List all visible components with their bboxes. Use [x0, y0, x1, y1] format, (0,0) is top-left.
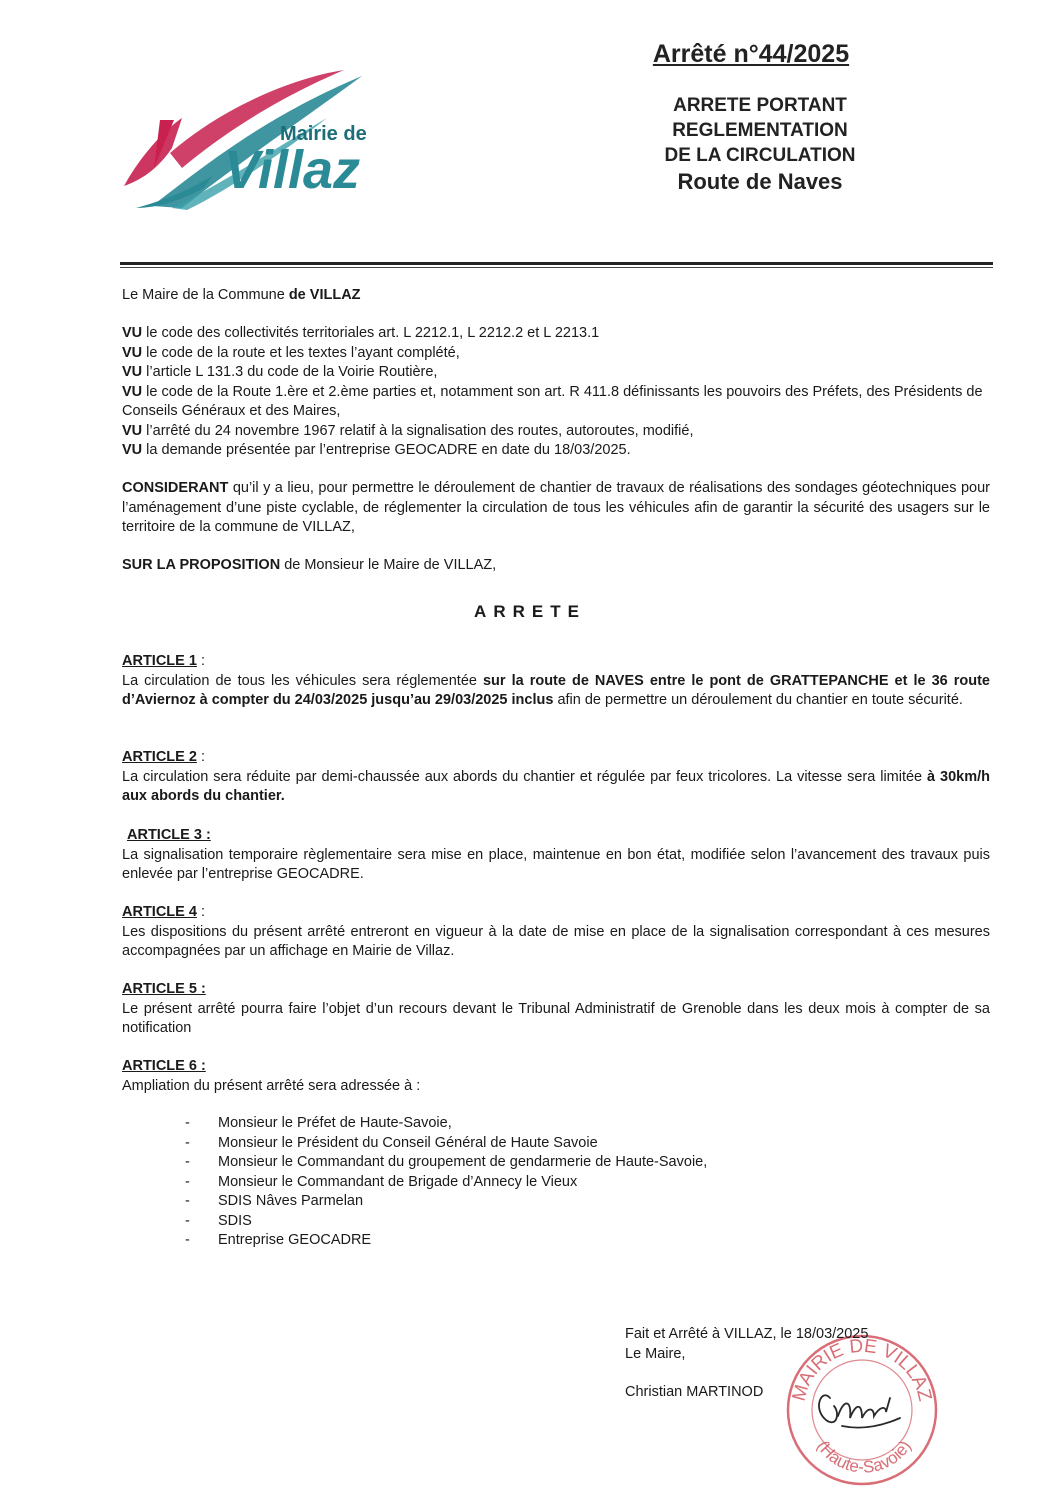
signature-block: [625, 1325, 925, 1403]
article-3-title: ARTICLE 3 :: [127, 827, 211, 843]
document-title: [610, 93, 910, 196]
signature-role: Le Maire,: [625, 1345, 686, 1362]
list-item: - SDIS: [185, 1212, 252, 1229]
recipient-list: [185, 1114, 885, 1251]
article-6: [122, 1057, 990, 1096]
article-2-title: ARTICLE 2: [122, 749, 197, 765]
article-1-title: ARTICLE 1: [122, 653, 197, 669]
logo-graphic: [112, 58, 402, 218]
article-1: ARTICLE 1 : La circulation de tous les véhicules sera réglementée sur la route de NAVES entre le pont de GRATTEPANCHE et le 36 route d’Aviernoz à compter du 24/03/2025 jusqu’au 29/03/2025 inclus afin de permettre un déroulement du chantier en toute sécurité.: [122, 652, 990, 711]
vu-item: VU l’article L 131.3 du code de la Voirie Routière,: [122, 364, 438, 380]
article-2: ARTICLE 2 : La circulation sera réduite par demi-chaussée aux abords du chantier et régulée par feux tricolores. La vitesse sera limitée à 30km/h aux abords du chantier.: [122, 748, 990, 807]
article-4-title: ARTICLE 4: [122, 904, 197, 920]
list-item: - Monsieur le Commandant de Brigade d’Annecy le Vieux: [185, 1173, 578, 1190]
vu-item: VU le code de la Route 1.ère et 2.ème parties et, notamment son art. R 411.8 définissants les pouvoirs des Préfets, des Présidents de Conseils Généraux et des Maires,: [122, 383, 983, 419]
considerant-paragraph: CONSIDERANT qu’il y a lieu, pour permettre le déroulement de chantier de travaux de réalisations des sondages géotechniques pour l’aménagement d’une piste cyclable, de réglementer la circulation de tous les véhicules afin de garantir la sécurité des usagers sur le territoire de la commune de VILLAZ,: [122, 480, 990, 535]
mairie-logo: [112, 58, 402, 218]
article-4-text: Les dispositions du présent arrêté entreront en vigueur à la date de mise en place de la signalisation correspondant à ces mesures accompagnées par un affichage en Mairie de Villaz.: [122, 923, 990, 959]
title-line: REGLEMENTATION: [672, 120, 848, 141]
title-line: ARRETE PORTANT: [673, 95, 847, 116]
article-1-text: La circulation de tous les véhicules sera réglementée sur la route de NAVES entre le pont de GRATTEPANCHE et le 36 route d’Aviernoz à compter du 24/03/2025 jusqu’au 29/03/2025 inclus afin de permettre un déroulement du chantier en toute sécurité.: [122, 672, 990, 708]
title-line: DE LA CIRCULATION: [664, 145, 856, 166]
title-subtitle: Route de Naves: [677, 169, 843, 194]
vu-item: VU l’arrêté du 24 novembre 1967 relatif à la signalisation des routes, autoroutes, modifié,: [122, 422, 694, 439]
svg-text:MAIRIE DE VILLAZ: MAIRIE DE VILLAZ: [788, 1335, 936, 1404]
list-item: - Entreprise GEOCADRE: [185, 1232, 372, 1248]
article-6-text: Ampliation du présent arrêté sera adressée à :: [122, 1077, 421, 1094]
article-5-text: Le présent arrêté pourra faire l’objet d’un recours devant le Tribunal Administratif de Grenoble dans les deux mois à compter de sa notification: [122, 1000, 990, 1036]
arrete-heading: ARRETE: [474, 602, 586, 621]
list-item: - Monsieur le Commandant du groupement de gendarmerie de Haute-Savoie,: [185, 1154, 708, 1170]
article-4: ARTICLE 4 : Les dispositions du présent arrêté entreront en vigueur à la date de mise en place de la signalisation correspondant à ces mesures accompagnées par un affichage en Mairie de Villaz.: [122, 903, 990, 962]
article-6-title: ARTICLE 6 :: [122, 1058, 206, 1074]
header-divider-thin: [120, 267, 993, 268]
intro-commune: de VILLAZ: [288, 287, 361, 303]
svg-text:(Haute-Savoie): (Haute-Savoie): [813, 1437, 915, 1477]
article-3: [122, 826, 990, 885]
intro-prefix: Le Maire de la Commune: [122, 287, 289, 303]
intro-line: [122, 286, 990, 306]
signature-place-date: Fait et Arrêté à VILLAZ, le 18/03/2025: [625, 1326, 869, 1342]
arrete-number: Arrêté n°44/2025: [652, 40, 850, 68]
article-5-title: ARTICLE 5 :: [122, 981, 206, 997]
list-item: - Monsieur le Président du Conseil Général de Haute Savoie: [185, 1134, 598, 1151]
list-item: - SDIS Nâves Parmelan: [185, 1193, 364, 1209]
vu-list: [122, 324, 990, 461]
proposition-paragraph: SUR LA PROPOSITION de Monsieur le Maire de VILLAZ,: [122, 557, 497, 573]
svg-text:Villaz: Villaz: [224, 140, 361, 200]
header-divider: [120, 262, 993, 265]
list-item: - Monsieur le Préfet de Haute-Savoie,: [185, 1115, 452, 1131]
article-5: [122, 980, 990, 1039]
article-2-text: La circulation sera réduite par demi-chaussée aux abords du chantier et régulée par feux tricolores. La vitesse sera limitée à 30km/h aux abords du chantier.: [122, 768, 990, 804]
signature-name: Christian MARTINOD: [625, 1384, 764, 1400]
article-3-text: La signalisation temporaire règlementaire sera mise en place, maintenue en bon état, modifiée selon l’avancement des travaux puis enlevée par l’entreprise GEOCADRE.: [122, 846, 990, 882]
vu-item: VU le code de la route et les textes l’ayant complété,: [122, 344, 460, 361]
svg-text:Mairie de: Mairie de: [280, 123, 367, 145]
vu-item: VU le code des collectivités territoriales art. L 2212.1, L 2212.2 et L 2213.1: [122, 325, 600, 341]
vu-item: VU la demande présentée par l’entreprise GEOCADRE en date du 18/03/2025.: [122, 442, 631, 458]
